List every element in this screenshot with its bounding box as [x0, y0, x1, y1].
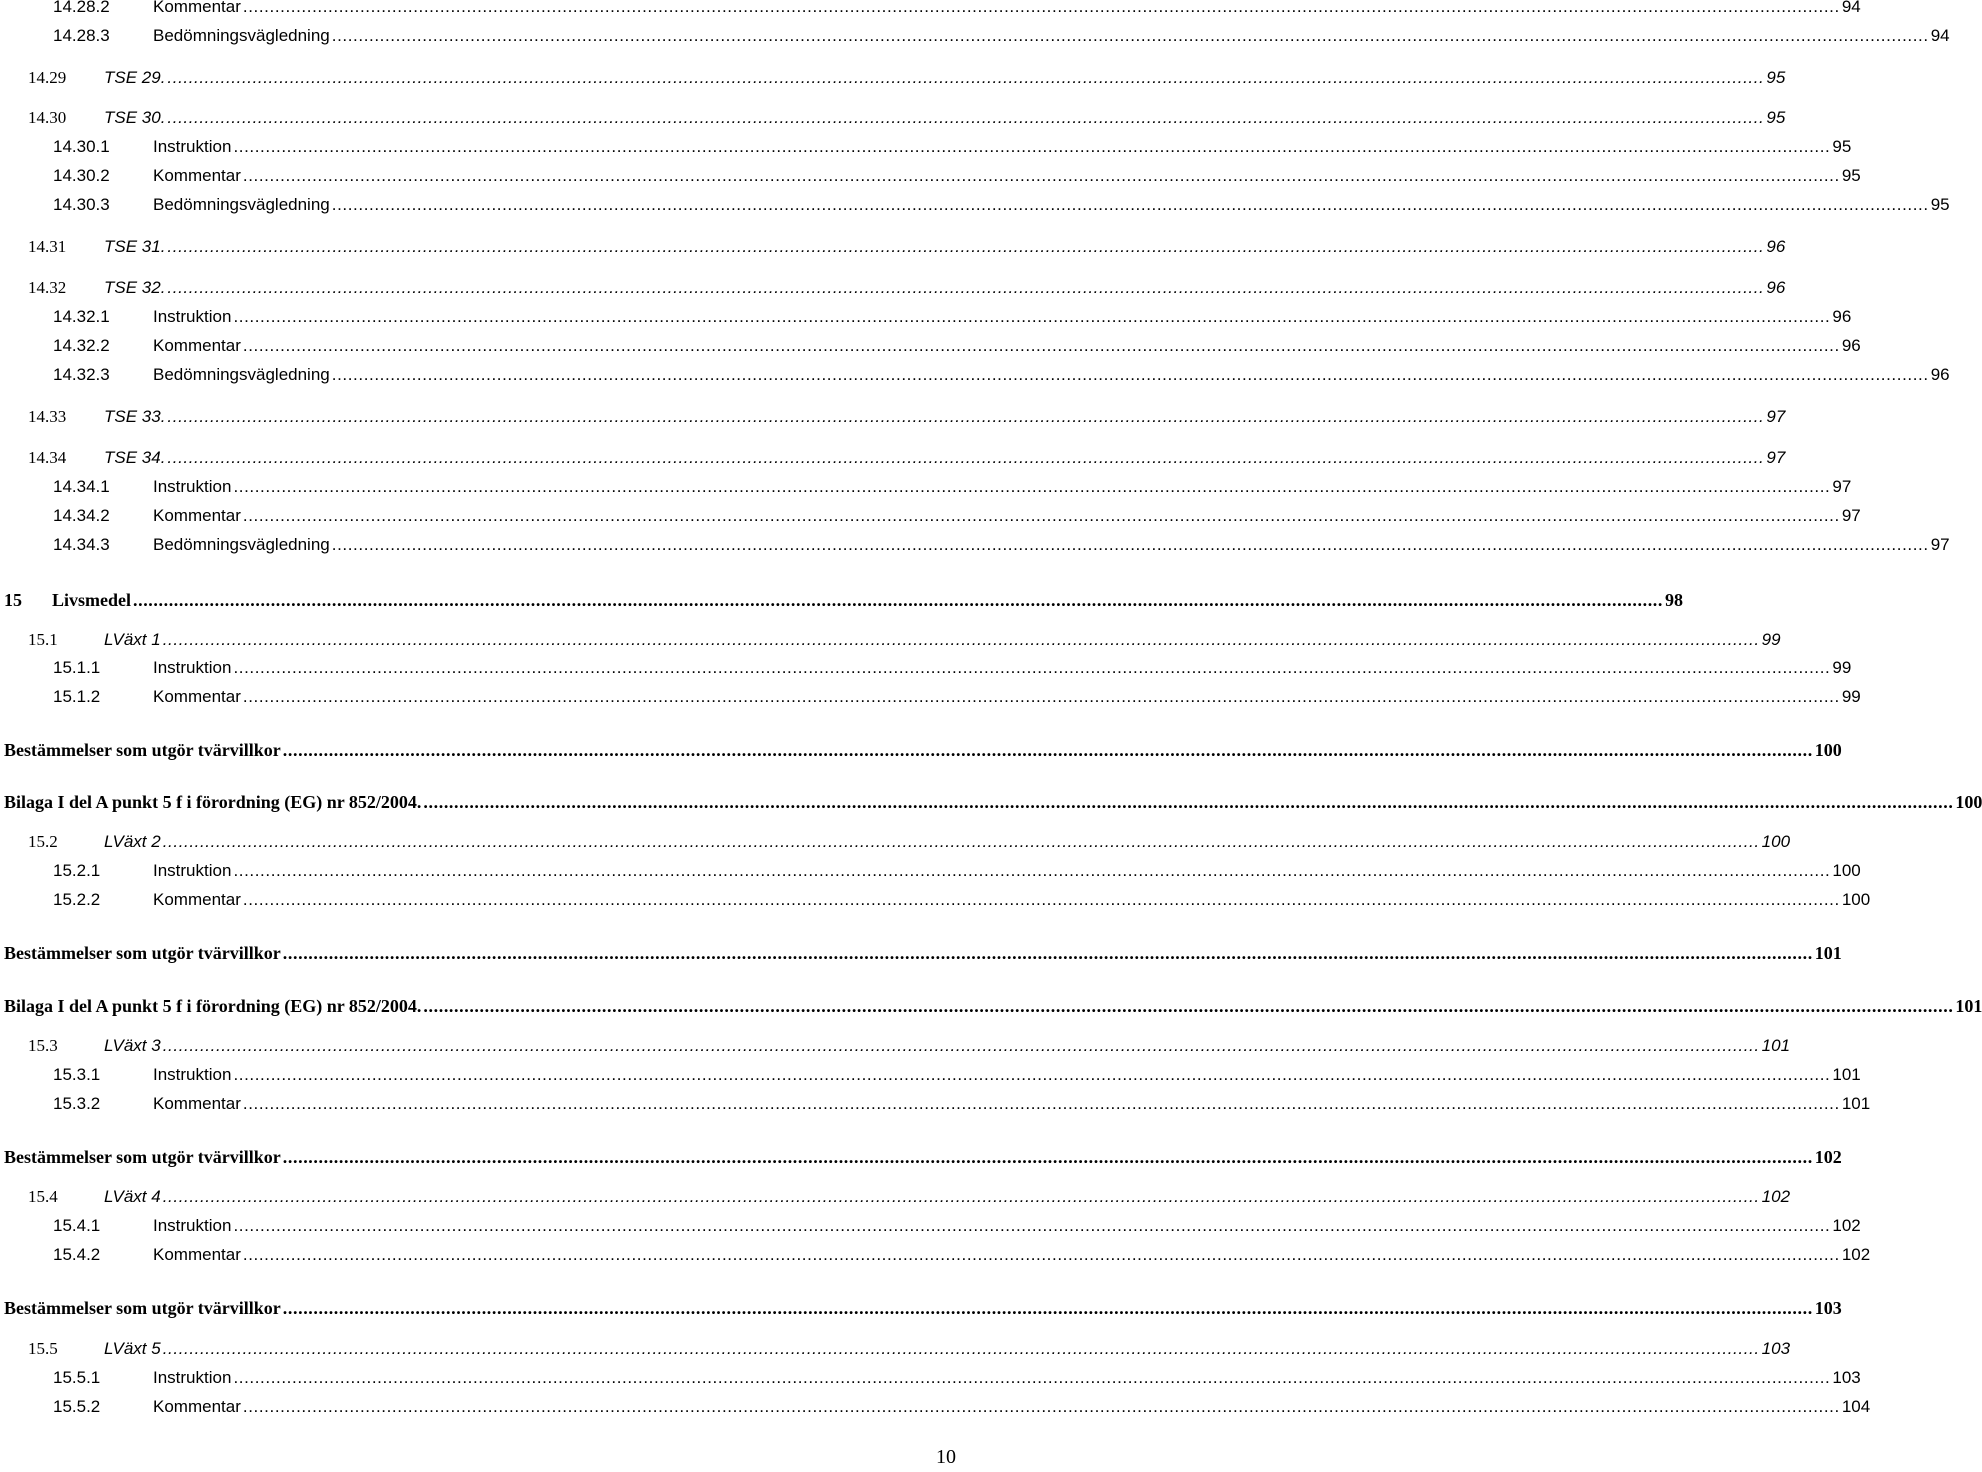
toc-entry-page: 95	[1841, 166, 1861, 185]
toc-entry-number: 14.30	[28, 108, 67, 127]
toc-dot-leader: ............................................................................................................................................................................................................................................................................................................	[233, 137, 1831, 156]
toc-entry-title: Instruktion	[153, 658, 232, 677]
toc-dot-leader: ............................................................................................................................................................................................................................................................................................................	[242, 687, 1840, 706]
toc-entry-number: 15.1.2	[53, 687, 101, 706]
toc-entry-page: 97	[1766, 448, 1786, 467]
toc-dot-leader: ............................................................................................................................................................................................................................................................................................................	[167, 108, 1765, 127]
toc-entry-number: 14.32	[28, 278, 67, 297]
toc-dot-leader: ............................................................................................................................................................................................................................................................................................................	[162, 832, 1760, 851]
toc-entry-title: Instruktion	[153, 307, 232, 326]
toc-entry-title: LVäxt 4	[104, 1187, 161, 1206]
toc-entry-number: 14.29	[28, 68, 67, 87]
toc-dot-leader: ............................................................................................................................................................................................................................................................................................................	[242, 1245, 1840, 1264]
toc-entry[interactable]	[0, 278, 1786, 302]
toc-dot-leader: ............................................................................................................................................................................................................................................................................................................	[282, 740, 1813, 760]
toc-entry-number: 15.3.2	[53, 1094, 101, 1113]
toc-entry-page: 100	[1832, 861, 1861, 880]
toc-dot-leader: ............................................................................................................................................................................................................................................................................................................	[233, 658, 1831, 677]
toc-entry-number: 15.2	[28, 832, 58, 851]
toc-entry-number: 15.5.1	[53, 1368, 101, 1387]
toc-entry-page: 103	[1761, 1339, 1791, 1358]
toc-entry[interactable]	[0, 1187, 1791, 1211]
toc-dot-leader: ............................................................................................................................................................................................................................................................................................................	[282, 943, 1813, 963]
toc-entry[interactable]	[0, 407, 1786, 431]
toc-entry-page: 99	[1761, 630, 1781, 649]
toc-dot-leader: ............................................................................................................................................................................................................................................................................................................	[242, 0, 1840, 16]
toc-entry[interactable]	[0, 336, 1861, 360]
toc-entry-page: 101	[1841, 1094, 1871, 1113]
toc-entry-page: 96	[1930, 365, 1950, 384]
toc-entry[interactable]	[0, 1065, 1861, 1089]
toc-entry-title: Bestämmelser som utgör tvärvillkor	[4, 1147, 281, 1167]
toc-dot-leader: ............................................................................................................................................................................................................................................................................................................	[331, 535, 1929, 554]
toc-entry[interactable]	[0, 890, 1871, 914]
toc-dot-leader: ............................................................................................................................................................................................................................................................................................................	[162, 630, 1760, 649]
toc-dot-leader: ............................................................................................................................................................................................................................................................................................................	[167, 448, 1765, 467]
toc-entry[interactable]	[0, 740, 1842, 764]
toc-entry-page: 100	[1814, 740, 1842, 760]
toc-entry-page: 95	[1766, 68, 1786, 87]
toc-dot-leader: ............................................................................................................................................................................................................................................................................................................	[233, 1065, 1831, 1084]
toc-dot-leader: ............................................................................................................................................................................................................................................................................................................	[242, 890, 1840, 909]
toc-entry[interactable]	[0, 477, 1852, 501]
toc-entry-title: Instruktion	[153, 137, 232, 156]
toc-entry-page: 96	[1766, 278, 1786, 297]
toc-dot-leader: ............................................................................................................................................................................................................................................................................................................	[233, 1368, 1831, 1387]
toc-entry-number: 14.34.2	[53, 506, 110, 525]
toc-entry-page: 103	[1832, 1368, 1861, 1387]
toc-dot-leader: ............................................................................................................................................................................................................................................................................................................	[162, 1036, 1760, 1055]
toc-entry-page: 102	[1814, 1147, 1842, 1167]
toc-entry-number: 14.34	[28, 448, 67, 467]
toc-entry-page: 102	[1832, 1216, 1861, 1235]
toc-entry[interactable]	[0, 1368, 1861, 1392]
toc-entry-title: TSE 31.	[104, 237, 166, 256]
toc-entry-page: 101	[1761, 1036, 1791, 1055]
toc-dot-leader: ............................................................................................................................................................................................................................................................................................................	[167, 68, 1765, 87]
toc-entry[interactable]	[0, 448, 1786, 472]
toc-entry-title: Kommentar	[153, 1245, 241, 1264]
toc-entry-page: 101	[1814, 943, 1842, 963]
toc-entry-page: 95	[1930, 195, 1950, 214]
toc-entry[interactable]	[0, 237, 1786, 261]
toc-entry-number: 15.4.1	[53, 1216, 101, 1235]
toc-entry-title: Bestämmelser som utgör tvärvillkor	[4, 1298, 281, 1318]
toc-entry-number: 15.5.2	[53, 1397, 101, 1416]
toc-entry-page: 94	[1930, 26, 1950, 45]
toc-entry[interactable]	[0, 1245, 1871, 1269]
toc-entry[interactable]	[0, 68, 1786, 92]
toc-entry-page: 97	[1841, 506, 1861, 525]
toc-dot-leader: ............................................................................................................................................................................................................................................................................................................	[331, 26, 1929, 45]
toc-entry-page: 102	[1841, 1245, 1871, 1264]
toc-dot-leader: ............................................................................................................................................................................................................................................................................................................	[423, 792, 1954, 812]
toc-entry-title: TSE 30.	[104, 108, 166, 127]
toc-entry-number: 14.32.1	[53, 307, 110, 326]
toc-entry[interactable]	[0, 365, 1950, 389]
toc-dot-leader: ............................................................................................................................................................................................................................................................................................................	[242, 506, 1840, 525]
toc-entry-number: 14.32.2	[53, 336, 110, 355]
toc-entry-number: 14.30.1	[53, 137, 110, 156]
toc-entry-title: LVäxt 1	[104, 630, 161, 649]
toc-entry-number: 14.30.3	[53, 195, 110, 214]
toc-entry[interactable]	[0, 0, 1861, 21]
toc-entry-page: 97	[1832, 477, 1852, 496]
toc-entry-title: Bilaga I del A punkt 5 f i förordning (EG) nr 852/2004.	[4, 996, 422, 1016]
toc-dot-leader: ............................................................................................................................................................................................................................................................................................................	[233, 307, 1831, 326]
toc-entry-title: Bilaga I del A punkt 5 f i förordning (EG) nr 852/2004.	[4, 792, 422, 812]
toc-entry-title: Kommentar	[153, 1094, 241, 1113]
toc-entry-page: 97	[1766, 407, 1786, 426]
toc-entry-number: 15.2.1	[53, 861, 101, 880]
toc-entry-number: 15.2.2	[53, 890, 101, 909]
toc-entry[interactable]	[0, 26, 1950, 50]
toc-entry-page: 96	[1766, 237, 1786, 256]
toc-entry-number: 14.30.2	[53, 166, 110, 185]
toc-dot-leader: ............................................................................................................................................................................................................................................................................................................	[233, 861, 1831, 880]
toc-entry-title: Instruktion	[153, 861, 232, 880]
toc-entry-number: 15.3.1	[53, 1065, 101, 1084]
toc-entry-page: 100	[1955, 792, 1982, 812]
toc-entry-page: 101	[1955, 996, 1982, 1016]
toc-entry-title: LVäxt 2	[104, 832, 161, 851]
toc-dot-leader: ............................................................................................................................................................................................................................................................................................................	[242, 1397, 1840, 1416]
toc-entry[interactable]	[0, 1094, 1871, 1118]
toc-entry[interactable]	[0, 307, 1852, 331]
toc-entry-title: Bedömningsvägledning	[153, 195, 330, 214]
toc-entry-page: 104	[1841, 1397, 1871, 1416]
toc-entry[interactable]	[0, 108, 1786, 132]
toc-entry-number: 14.28.3	[53, 26, 110, 45]
toc-entry[interactable]	[0, 792, 1982, 816]
toc-entry[interactable]	[0, 1339, 1791, 1363]
toc-dot-leader: ............................................................................................................................................................................................................................................................................................................	[242, 1094, 1840, 1113]
toc-entry-number: 15.4.2	[53, 1245, 101, 1264]
toc-entry-title: Kommentar	[153, 0, 241, 16]
page-number: 10	[936, 1446, 956, 1468]
toc-entry[interactable]	[0, 1397, 1871, 1421]
toc-dot-leader: ............................................................................................................................................................................................................................................................................................................	[162, 1187, 1760, 1206]
toc-entry-number: 14.33	[28, 407, 67, 426]
toc-entry[interactable]	[0, 1147, 1842, 1171]
toc-entry[interactable]	[0, 506, 1861, 530]
toc-entry-number: 15.1.1	[53, 658, 101, 677]
toc-dot-leader: ............................................................................................................................................................................................................................................................................................................	[331, 195, 1929, 214]
toc-entry-number: 14.28.2	[53, 0, 110, 16]
toc-entry[interactable]	[0, 590, 1683, 614]
toc-entry[interactable]	[0, 996, 1982, 1020]
toc-entry-title: Kommentar	[153, 1397, 241, 1416]
toc-entry[interactable]	[0, 658, 1852, 682]
toc-entry-title: TSE 29.	[104, 68, 166, 87]
toc-entry-number: 14.34.3	[53, 535, 110, 554]
toc-entry-title: Kommentar	[153, 506, 241, 525]
toc-dot-leader: ............................................................................................................................................................................................................................................................................................................	[242, 166, 1840, 185]
toc-dot-leader: ............................................................................................................................................................................................................................................................................................................	[162, 1339, 1760, 1358]
toc-entry-page: 102	[1761, 1187, 1791, 1206]
toc-entry[interactable]	[0, 1216, 1861, 1240]
toc-entry-page: 97	[1930, 535, 1950, 554]
toc-entry-number: 15.5	[28, 1339, 58, 1358]
toc-entry-title: LVäxt 5	[104, 1339, 161, 1358]
toc-dot-leader: ............................................................................................................................................................................................................................................................................................................	[242, 336, 1840, 355]
toc-entry-number: 14.31	[28, 237, 67, 256]
toc-entry-page: 100	[1761, 832, 1791, 851]
toc-entry-title: Kommentar	[153, 890, 241, 909]
toc-entry[interactable]	[0, 861, 1861, 885]
toc-dot-leader: ............................................................................................................................................................................................................................................................................................................	[167, 407, 1765, 426]
toc-entry-page: 99	[1832, 658, 1852, 677]
toc-entry[interactable]	[0, 832, 1791, 856]
toc-entry-title: Bestämmelser som utgör tvärvillkor	[4, 740, 281, 760]
toc-entry[interactable]	[0, 195, 1950, 219]
toc-entry[interactable]	[0, 687, 1861, 711]
toc-entry[interactable]	[0, 1298, 1842, 1322]
toc-entry-title: Bestämmelser som utgör tvärvillkor	[4, 943, 281, 963]
toc-dot-leader: ............................................................................................................................................................................................................................................................................................................	[282, 1147, 1813, 1167]
toc-entry-title: Bedömningsvägledning	[153, 365, 330, 384]
toc-dot-leader: ............................................................................................................................................................................................................................................................................................................	[331, 365, 1929, 384]
toc-entry-title: Instruktion	[153, 477, 232, 496]
toc-entry-title: TSE 32.	[104, 278, 166, 297]
toc-entry-title: Instruktion	[153, 1216, 232, 1235]
toc-entry[interactable]	[0, 1036, 1791, 1060]
toc-entry-title: Kommentar	[153, 166, 241, 185]
toc-entry[interactable]	[0, 137, 1852, 161]
toc-entry-page: 96	[1841, 336, 1861, 355]
toc-entry-title: Bedömningsvägledning	[153, 26, 330, 45]
toc-entry-number: 14.34.1	[53, 477, 110, 496]
toc-entry-title: LVäxt 3	[104, 1036, 161, 1055]
toc-entry-page: 101	[1832, 1065, 1861, 1084]
toc-entry-number: 15.3	[28, 1036, 58, 1055]
toc-entry-page: 95	[1832, 137, 1852, 156]
toc-entry[interactable]	[0, 630, 1781, 654]
toc-entry-number: 15	[4, 590, 22, 610]
toc-entry-title: TSE 34.	[104, 448, 166, 467]
toc-entry[interactable]	[0, 943, 1842, 967]
toc-entry-title: Instruktion	[153, 1368, 232, 1387]
toc-entry-title: Kommentar	[153, 687, 241, 706]
toc-entry-page: 94	[1841, 0, 1861, 16]
toc-entry-page: 99	[1841, 687, 1861, 706]
toc-entry-page: 98	[1665, 590, 1683, 610]
toc-entry-title: Kommentar	[153, 336, 241, 355]
toc-entry-number: 14.32.3	[53, 365, 110, 384]
toc-entry-title: Instruktion	[153, 1065, 232, 1084]
toc-entry-page: 103	[1814, 1298, 1842, 1318]
toc-dot-leader: ............................................................................................................................................................................................................................................................................................................	[133, 590, 1663, 610]
toc-dot-leader: ............................................................................................................................................................................................................................................................................................................	[167, 278, 1765, 297]
toc-entry-title: Livsmedel	[52, 590, 131, 610]
toc-entry-number: 15.4	[28, 1187, 58, 1206]
toc-entry-page: 95	[1766, 108, 1786, 127]
toc-dot-leader: ............................................................................................................................................................................................................................................................................................................	[167, 237, 1765, 256]
toc-entry[interactable]	[0, 535, 1950, 559]
toc-entry-number: 15.1	[28, 630, 58, 649]
toc-entry[interactable]	[0, 166, 1861, 190]
toc-dot-leader: ............................................................................................................................................................................................................................................................................................................	[233, 1216, 1831, 1235]
toc-entry-page: 100	[1841, 890, 1871, 909]
toc-entry-title: TSE 33.	[104, 407, 166, 426]
toc-dot-leader: ............................................................................................................................................................................................................................................................................................................	[423, 996, 1954, 1016]
toc-entry-page: 96	[1832, 307, 1852, 326]
toc-entry-title: Bedömningsvägledning	[153, 535, 330, 554]
toc-dot-leader: ............................................................................................................................................................................................................................................................................................................	[282, 1298, 1813, 1318]
toc-dot-leader: ............................................................................................................................................................................................................................................................................................................	[233, 477, 1831, 496]
